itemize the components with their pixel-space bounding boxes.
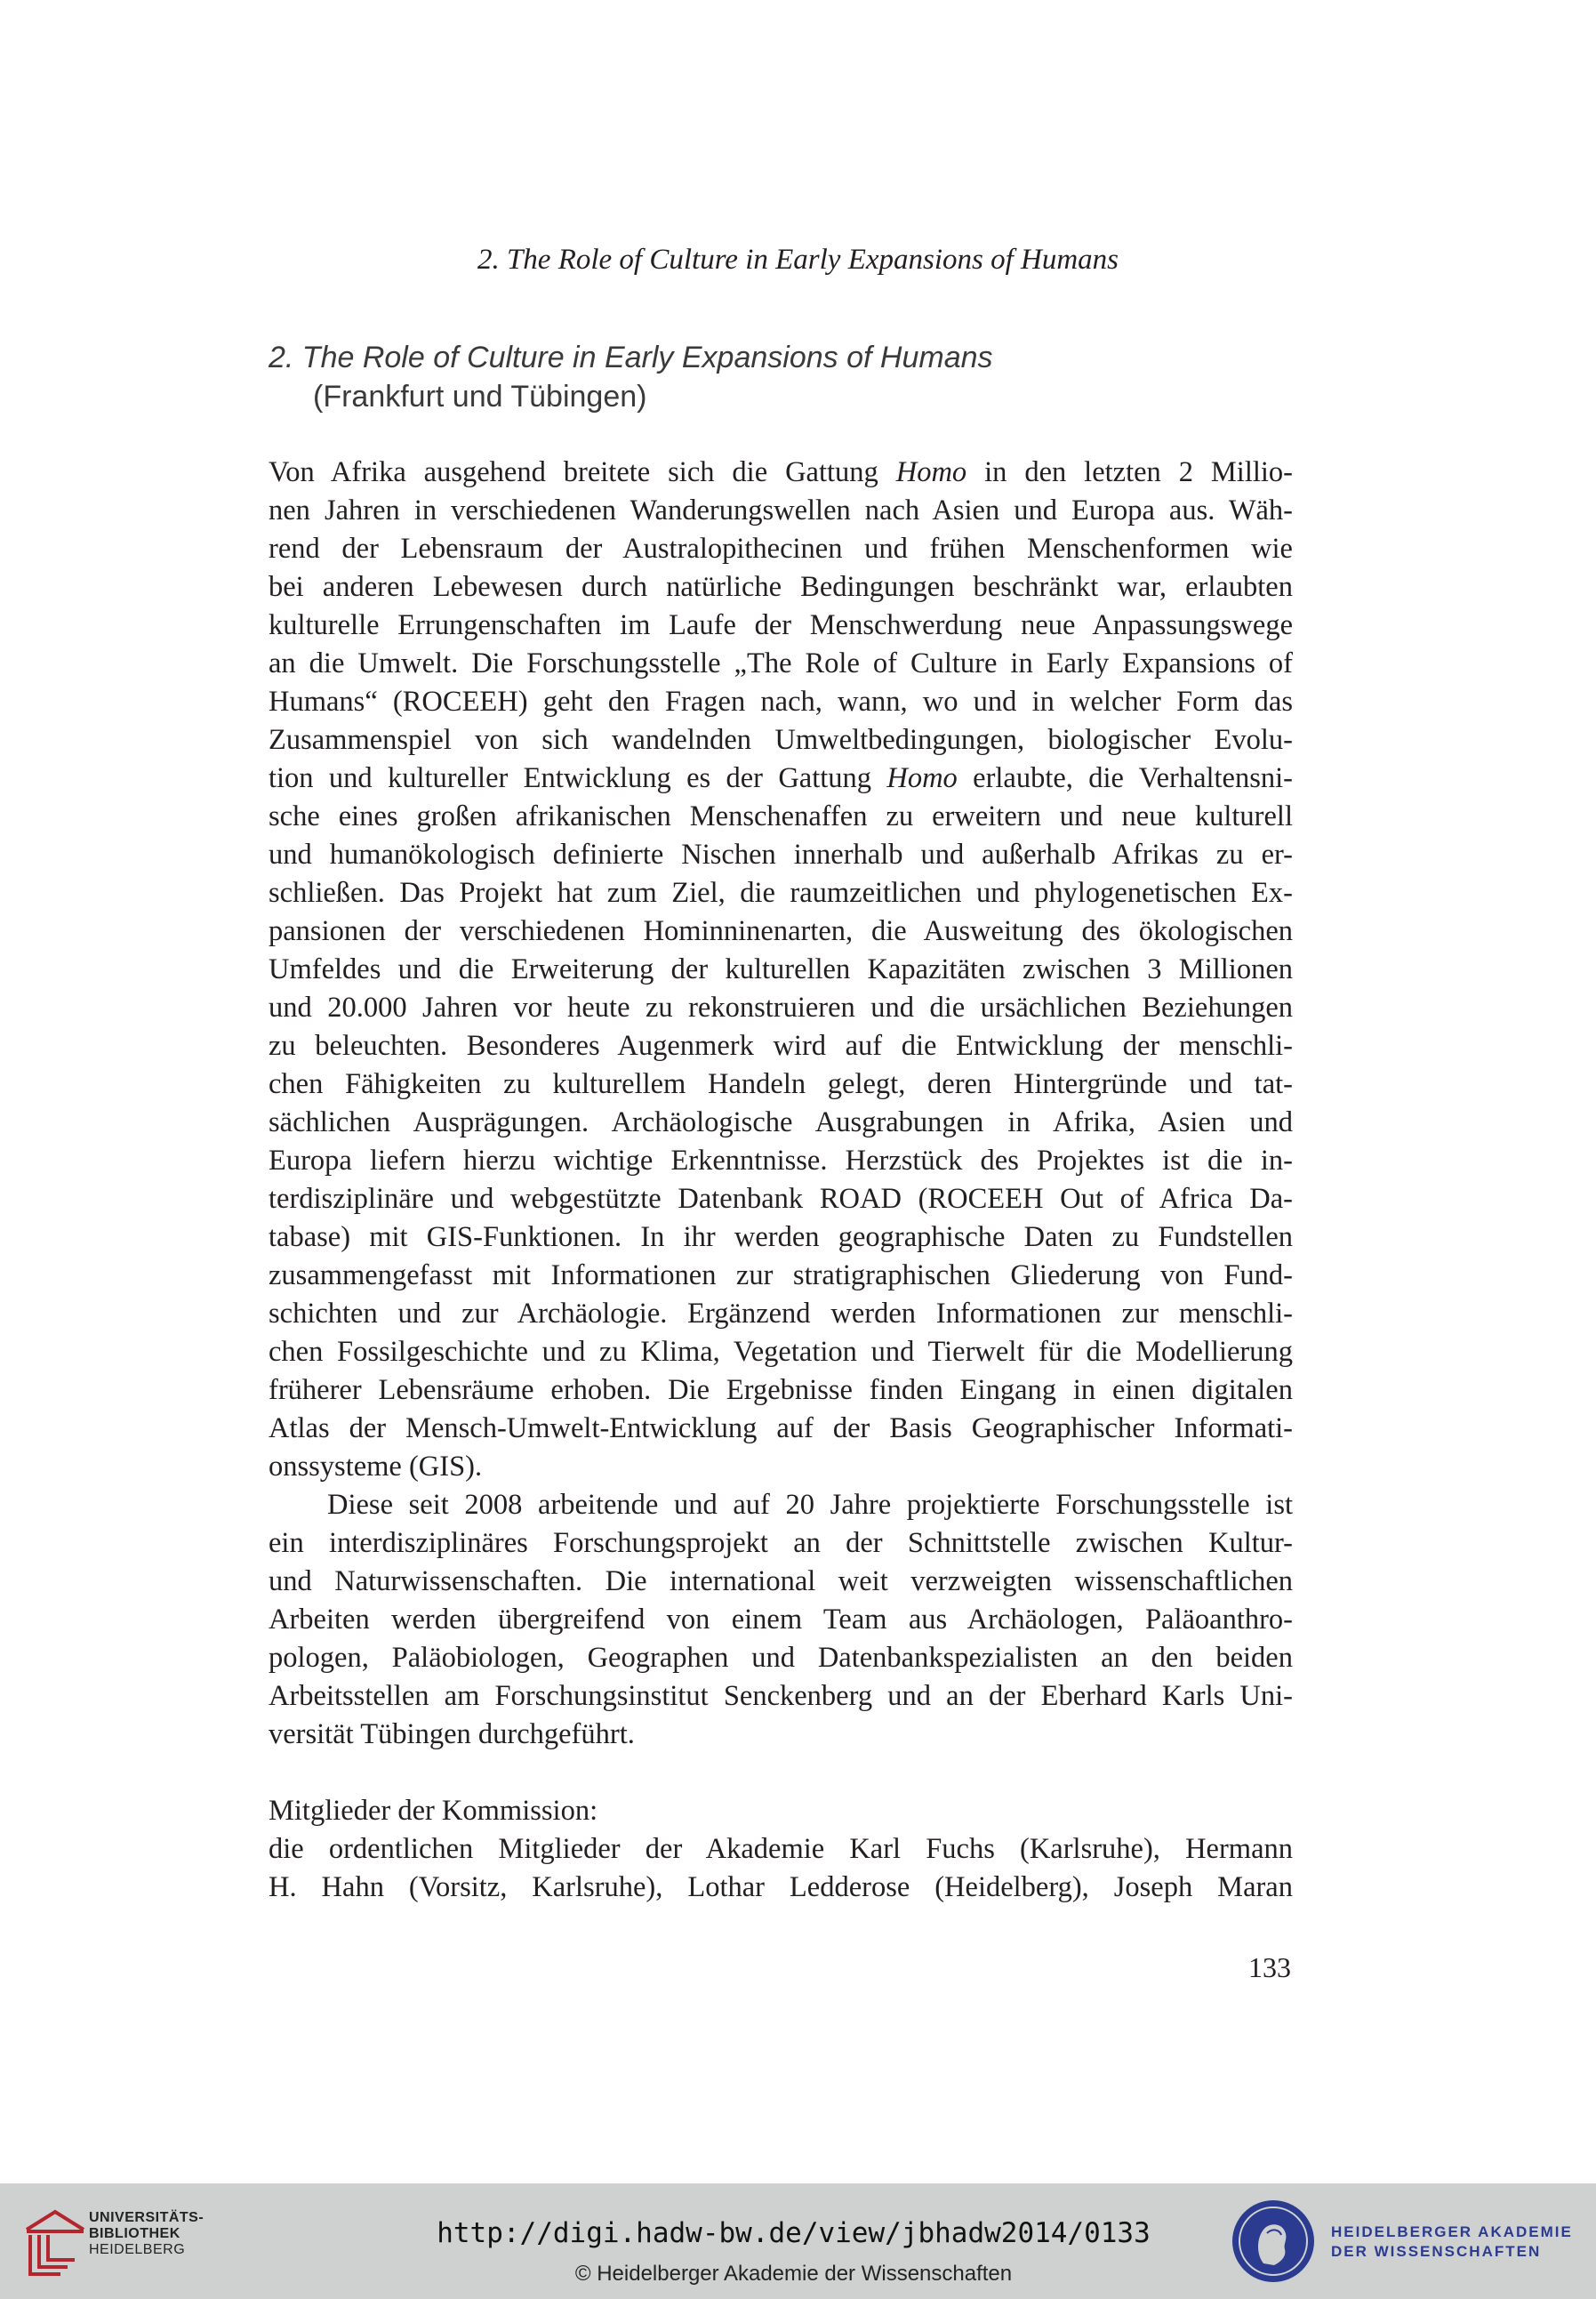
library-name-line: HEIDELBERG xyxy=(89,2242,186,2257)
text-line: bei anderen Lebewesen durch natürliche Bedingungen beschränkt war, erlaubten xyxy=(269,571,1293,603)
members-heading: Mitglieder der Kommission: xyxy=(269,1795,598,1827)
library-name-line: UNIVERSITÄTS- xyxy=(89,2210,205,2225)
text-line: kulturelle Errungenschaften im Laufe der Menschwerdung neue Anpassungswege xyxy=(269,609,1293,641)
text-line: Humans“ (ROCEEH) geht den Fragen nach, wann, wo und in welcher Form das xyxy=(269,686,1293,718)
section-subtitle: (Frankfurt und Tübingen) xyxy=(313,380,647,414)
text-line: schichten und zur Archäologie. Ergänzend werden Informationen zur menschli- xyxy=(269,1298,1293,1330)
text-line: tabase) mit GIS-Funktionen. In ihr werden geographische Daten zu Fundstellen xyxy=(269,1221,1293,1253)
body-text xyxy=(269,454,1293,1754)
text-line: nen Jahren in verschiedenen Wanderungswellen nach Asien und Europa aus. Wäh- xyxy=(269,494,1293,527)
text-line: und humanökologisch definierte Nischen innerhalb und außerhalb Afrikas zu er- xyxy=(269,839,1293,871)
university-library-logo-icon[interactable] xyxy=(18,2199,98,2281)
text-line: tion und kultureller Entwicklung es der Gattung Homo erlaubte, die Verhaltensni- xyxy=(269,762,1293,794)
copyright-notice: © Heidelberger Akademie der Wissenschaften xyxy=(574,2262,1013,2286)
section-heading xyxy=(269,338,1335,416)
text-line: Arbeitsstellen am Forschungsinstitut Senckenberg und an der Eberhard Karls Uni- xyxy=(269,1680,1293,1712)
text-line: versität Tübingen durchgeführt. xyxy=(269,1718,635,1750)
text-line: die ordentlichen Mitglieder der Akademie Karl Fuchs (Karlsruhe), Hermann xyxy=(269,1833,1293,1865)
italic-term: Homo xyxy=(895,456,967,488)
text-line: Arbeiten werden übergreifend von einem Team aus Archäologen, Paläoanthro- xyxy=(269,1604,1293,1636)
text-line: zu beleuchten. Besonderes Augenmerk wird auf die Entwicklung der menschli- xyxy=(269,1030,1293,1062)
text-line: chen Fähigkeiten zu kulturellem Handeln gelegt, deren Hintergründe und tat- xyxy=(269,1068,1293,1100)
members-text xyxy=(269,1830,1293,1907)
academy-seal-icon[interactable] xyxy=(1230,2198,1317,2285)
section-title: 2. The Role of Culture in Early Expansions of Humans xyxy=(269,341,993,374)
italic-term: Homo xyxy=(886,762,958,794)
text-line: früherer Lebensräume erhoben. Die Ergebnisse finden Eingang in einen digitalen xyxy=(269,1374,1293,1406)
text-line: onssysteme (GIS). xyxy=(269,1451,483,1483)
text-line: pansionen der verschiedenen Hominninenarten, die Ausweitung des ökologischen xyxy=(269,915,1293,947)
text-line: schließen. Das Projekt hat zum Ziel, die raumzeitlichen und phylogenetischen Ex- xyxy=(269,877,1293,909)
text-line: Von Afrika ausgehend breitete sich die Gattung Homo in den letzten 2 Millio- xyxy=(269,456,1293,488)
text-line: Atlas der Mensch-Umwelt-Entwicklung auf der Basis Geographischer Informati- xyxy=(269,1412,1293,1444)
members-heading-block xyxy=(269,1792,1293,1830)
text-line: und 20.000 Jahren vor heute zu rekonstruieren und die ursächlichen Beziehungen xyxy=(269,992,1293,1024)
text-line: pologen, Paläobiologen, Geographen und Datenbankspezialisten an den beiden xyxy=(269,1642,1293,1674)
text-line: an die Umwelt. Die Forschungsstelle „The Role of Culture in Early Expansions of xyxy=(269,647,1293,679)
page-number: 133 xyxy=(1248,1951,1291,1983)
text-line: Umfeldes und die Erweiterung der kulturellen Kapazitäten zwischen 3 Millionen xyxy=(269,953,1293,985)
text-line: rend der Lebensraum der Australopithecinen und frühen Menschenformen wie xyxy=(269,533,1293,565)
text-line: ein interdisziplinäres Forschungsprojekt an der Schnittstelle zwischen Kultur- xyxy=(269,1527,1293,1559)
text-line: chen Fossilgeschichte und zu Klima, Vegetation und Tierwelt für die Modellierung xyxy=(269,1336,1293,1368)
academy-name xyxy=(1331,2223,1573,2262)
text-line: H. Hahn (Vorsitz, Karlsruhe), Lothar Ledderose (Heidelberg), Joseph Maran xyxy=(269,1871,1293,1903)
library-name-line: BIBLIOTHEK xyxy=(89,2226,180,2241)
text-line: und Naturwissenschaften. Die international weit verzweigten wissenschaftlichen xyxy=(269,1565,1293,1597)
text-line: Zusammenspiel von sich wandelnden Umweltbedingungen, biologischer Evolu- xyxy=(269,724,1293,756)
text-line: Europa liefern hierzu wichtige Erkenntnisse. Herzstück des Projektes ist die in- xyxy=(269,1145,1293,1177)
academy-name-line: HEIDELBERGER AKADEMIE xyxy=(1331,2223,1573,2240)
university-library-name xyxy=(89,2210,204,2258)
text-line: zusammengefasst mit Informationen zur stratigraphischen Gliederung von Fund- xyxy=(269,1259,1293,1291)
text-line: sche eines großen afrikanischen Menschenaffen zu erweitern und neue kulturell xyxy=(269,800,1293,832)
text-line: terdisziplinäre und webgestützte Datenbank ROAD (ROCEEH Out of Africa Da- xyxy=(269,1183,1293,1215)
footer-bar xyxy=(0,2183,1596,2299)
running-head: 2. The Role of Culture in Early Expansions of Humans xyxy=(477,244,1119,276)
text-line: Diese seit 2008 arbeitende und auf 20 Jahre projektierte Forschungsstelle ist xyxy=(327,1489,1293,1521)
permalink-url[interactable]: http://digi.hadw-bw.de/view/jbhadw2014/0133 xyxy=(437,2217,1151,2249)
text-line: sächlichen Ausprägungen. Archäologische Ausgrabungen in Afrika, Asien und xyxy=(269,1106,1293,1138)
academy-name-line: DER WISSENSCHAFTEN xyxy=(1331,2243,1542,2260)
